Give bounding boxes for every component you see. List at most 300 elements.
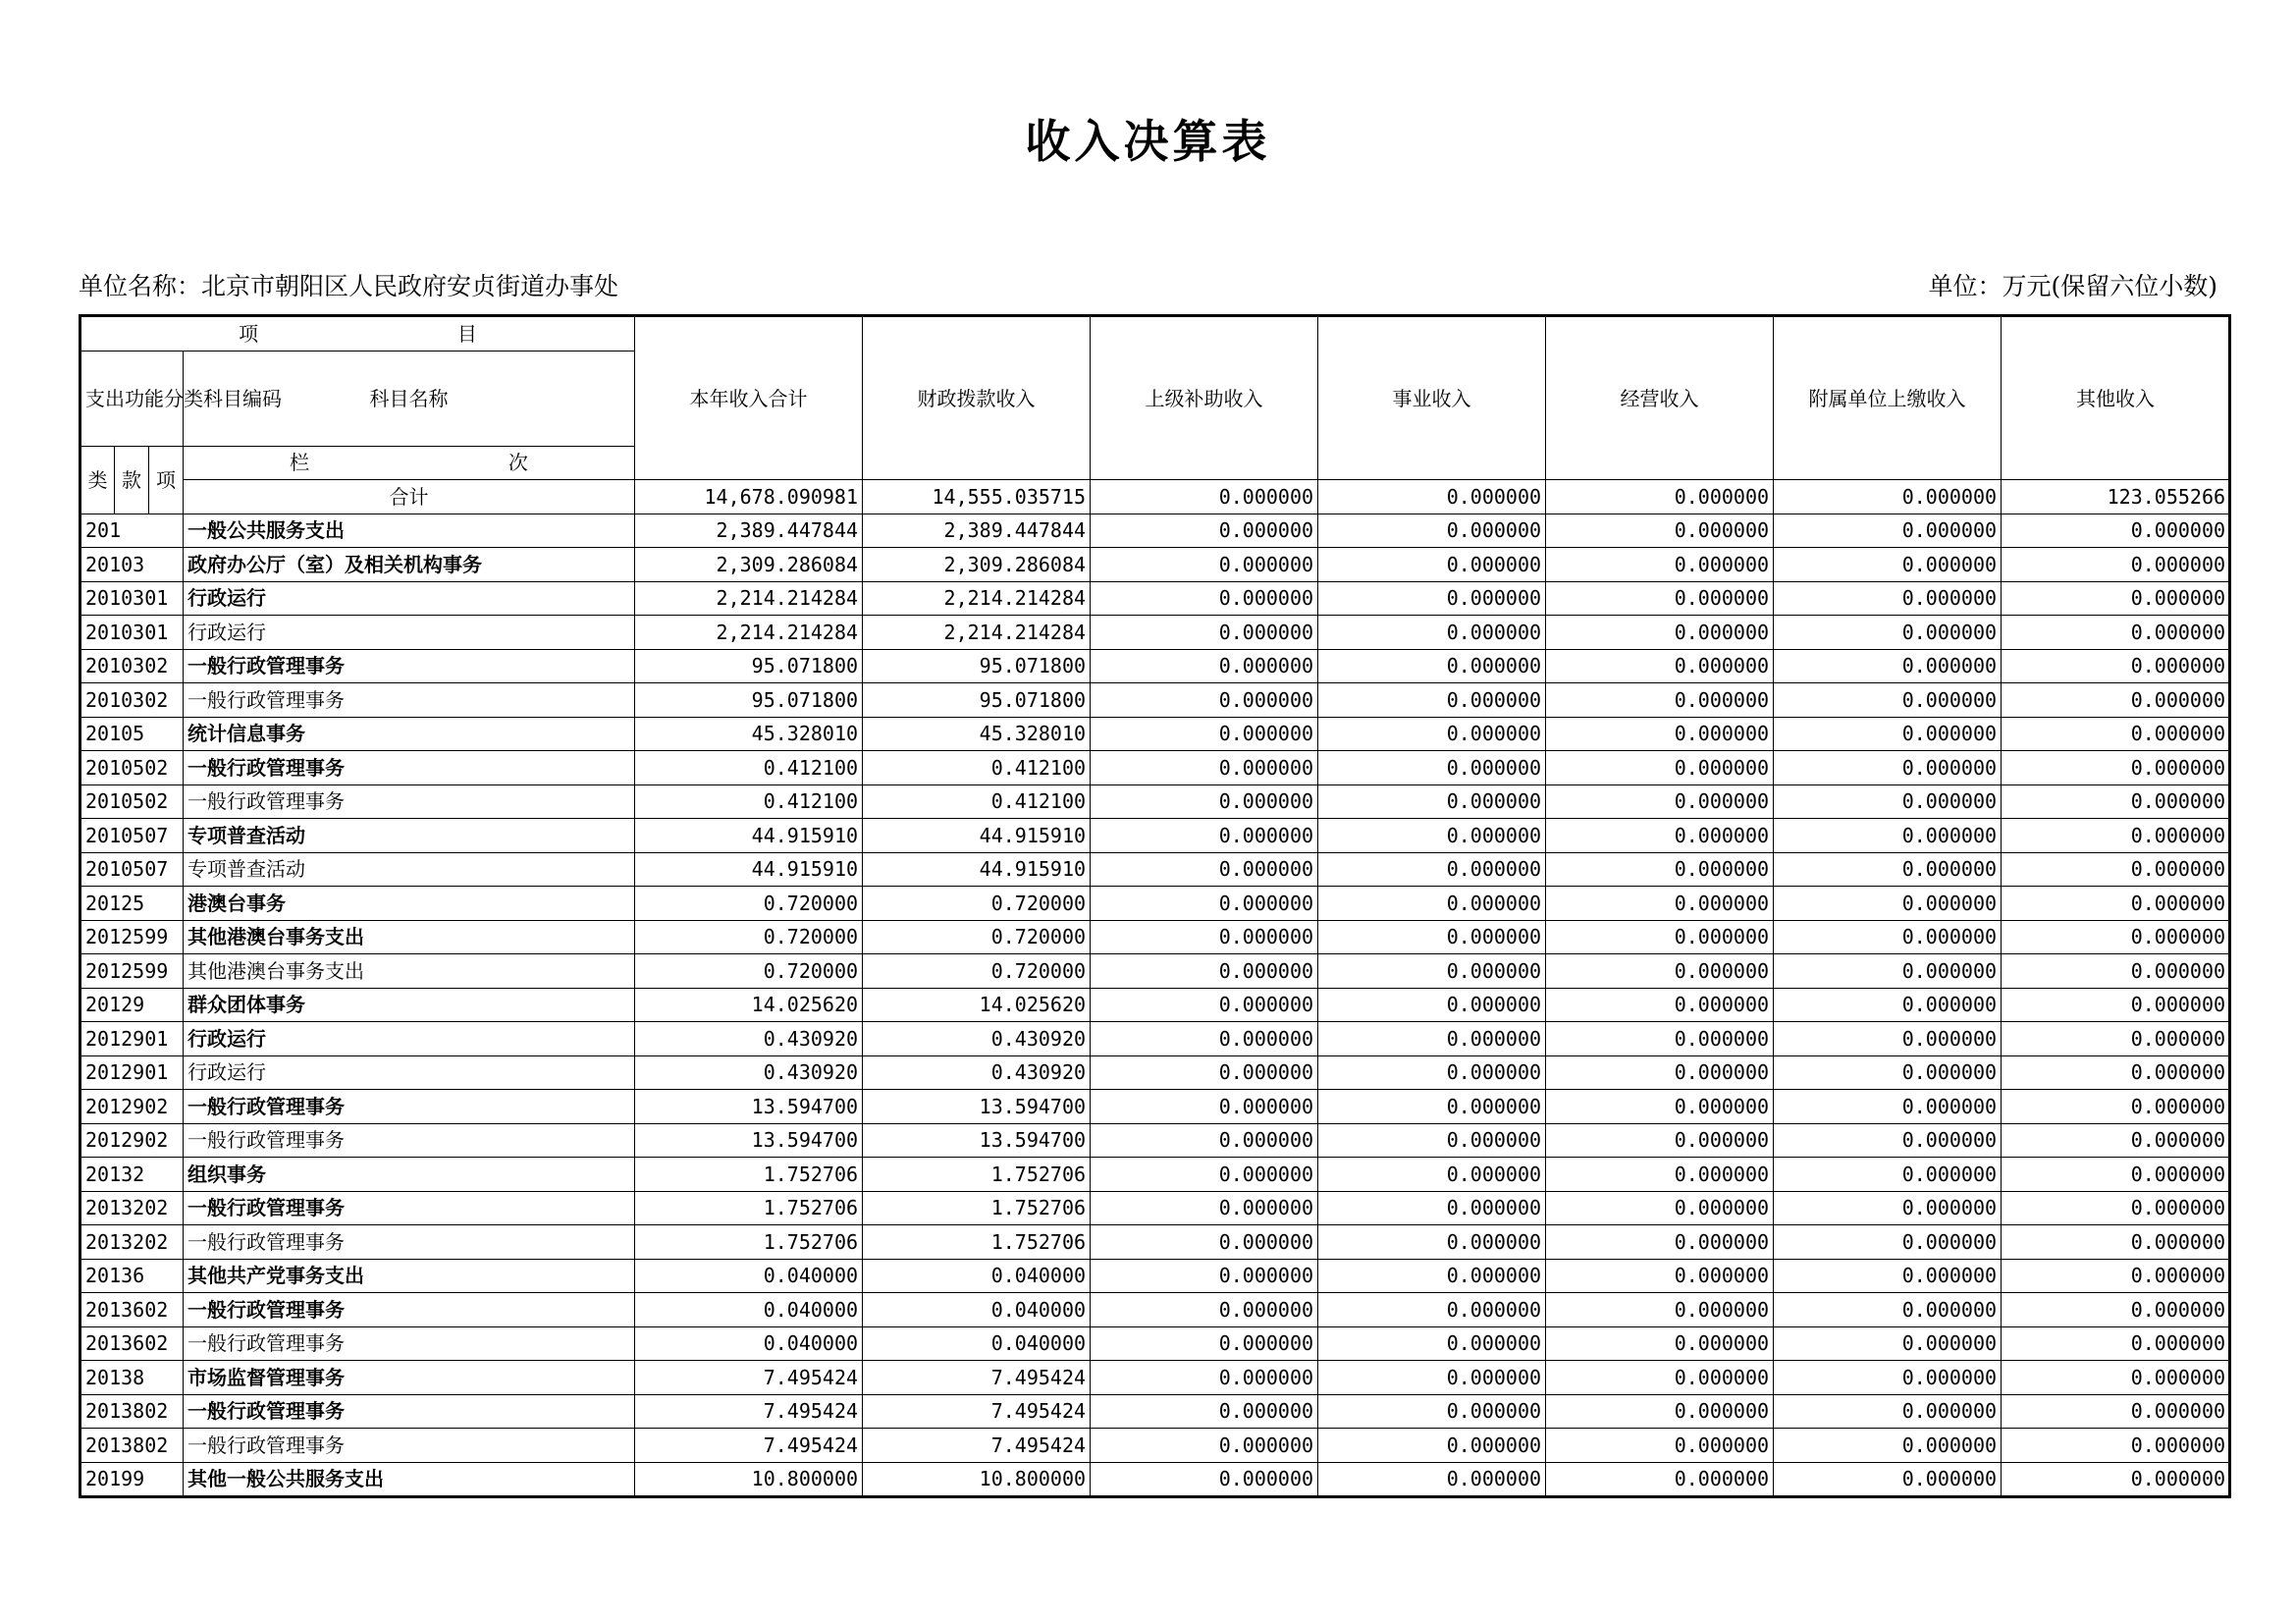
row-value-1: 0.412100 <box>635 751 863 785</box>
row-value-7: 0.000000 <box>2002 784 2230 819</box>
row-value-5: 0.000000 <box>1546 784 1774 819</box>
row-value-1: 0.430920 <box>635 1055 863 1090</box>
row-code: 2013202 <box>80 1191 184 1225</box>
row-value-4: 0.000000 <box>1318 1158 1546 1192</box>
row-code: 2012599 <box>80 920 184 954</box>
row-value-6: 0.000000 <box>1774 548 2002 582</box>
row-value-2: 0.040000 <box>863 1259 1091 1293</box>
row-subject-name: 政府办公厅（室）及相关机构事务 <box>184 548 635 582</box>
row-value-2: 0.720000 <box>863 920 1091 954</box>
row-value-5: 0.000000 <box>1546 1259 1774 1293</box>
table-row <box>80 1394 2230 1429</box>
row-value-4: 0.000000 <box>1318 1259 1546 1293</box>
page-title: 收入决算表 <box>1025 115 1271 168</box>
row-code: 2013602 <box>80 1326 184 1361</box>
row-subject-name: 市场监督管理事务 <box>184 1361 635 1395</box>
row-value-2: 0.430920 <box>863 1055 1091 1090</box>
row-value-2: 95.071800 <box>863 683 1091 718</box>
row-value-1: 0.430920 <box>635 1022 863 1056</box>
row-value-1: 95.071800 <box>635 683 863 718</box>
row-value-2: 7.495424 <box>863 1361 1091 1395</box>
row-value-1: 13.594700 <box>635 1090 863 1124</box>
row-value-4: 0.000000 <box>1318 581 1546 616</box>
total-value-5: 0.000000 <box>1546 480 1774 514</box>
col-header-1: 本年收入合计 <box>635 316 863 480</box>
table-row <box>80 1293 2230 1327</box>
row-value-1: 14.025620 <box>635 988 863 1022</box>
row-value-1: 2,214.214284 <box>635 581 863 616</box>
row-value-7: 0.000000 <box>2002 852 2230 887</box>
row-value-2: 1.752706 <box>863 1225 1091 1260</box>
row-value-1: 0.040000 <box>635 1326 863 1361</box>
row-value-7: 0.000000 <box>2002 988 2230 1022</box>
row-value-7: 0.000000 <box>2002 548 2230 582</box>
row-value-4: 0.000000 <box>1318 852 1546 887</box>
row-value-3: 0.000000 <box>1091 1361 1318 1395</box>
row-value-6: 0.000000 <box>1774 954 2002 989</box>
row-value-7: 0.000000 <box>2002 1326 2230 1361</box>
table-row <box>80 988 2230 1022</box>
row-value-4: 0.000000 <box>1318 751 1546 785</box>
row-subject-name: 其他港澳台事务支出 <box>184 920 635 954</box>
row-value-3: 0.000000 <box>1091 649 1318 683</box>
row-value-3: 0.000000 <box>1091 514 1318 548</box>
row-value-7: 0.000000 <box>2002 1462 2230 1497</box>
row-value-1: 10.800000 <box>635 1462 863 1497</box>
table-row <box>80 1090 2230 1124</box>
row-subject-name: 其他港澳台事务支出 <box>184 954 635 989</box>
row-value-6: 0.000000 <box>1774 751 2002 785</box>
row-value-1: 45.328010 <box>635 717 863 751</box>
row-value-3: 0.000000 <box>1091 683 1318 718</box>
row-value-6: 0.000000 <box>1774 852 2002 887</box>
lei-header: 类 <box>80 446 115 514</box>
row-code: 20125 <box>80 887 184 921</box>
table-row <box>80 819 2230 853</box>
row-value-5: 0.000000 <box>1546 649 1774 683</box>
row-value-6: 0.000000 <box>1774 1326 2002 1361</box>
row-code: 2010507 <box>80 852 184 887</box>
row-value-3: 0.000000 <box>1091 1462 1318 1497</box>
row-value-5: 0.000000 <box>1546 1090 1774 1124</box>
table-row <box>80 581 2230 616</box>
item-header <box>80 316 635 352</box>
row-value-7: 0.000000 <box>2002 1090 2230 1124</box>
table-row <box>80 1225 2230 1260</box>
row-value-7: 0.000000 <box>2002 649 2230 683</box>
table-row <box>80 1462 2230 1497</box>
table-row <box>80 887 2230 921</box>
row-value-6: 0.000000 <box>1774 1055 2002 1090</box>
row-value-6: 0.000000 <box>1774 1022 2002 1056</box>
row-subject-name: 一般公共服务支出 <box>184 514 635 548</box>
table-row <box>80 1191 2230 1225</box>
row-value-4: 0.000000 <box>1318 988 1546 1022</box>
lan-label: 栏 <box>290 451 310 475</box>
row-code: 20199 <box>80 1462 184 1497</box>
row-value-6: 0.000000 <box>1774 616 2002 650</box>
kuan-header: 款 <box>115 446 149 514</box>
row-value-7: 0.000000 <box>2002 1225 2230 1260</box>
item-header-b: 目 <box>456 321 477 346</box>
total-value-3: 0.000000 <box>1091 480 1318 514</box>
row-value-2: 0.412100 <box>863 784 1091 819</box>
row-value-2: 7.495424 <box>863 1394 1091 1429</box>
table-row <box>80 1123 2230 1158</box>
row-subject-name: 专项普查活动 <box>184 819 635 853</box>
row-value-7: 0.000000 <box>2002 1293 2230 1327</box>
row-code: 2012599 <box>80 954 184 989</box>
row-subject-name: 一般行政管理事务 <box>184 1326 635 1361</box>
row-value-5: 0.000000 <box>1546 954 1774 989</box>
row-value-5: 0.000000 <box>1546 1293 1774 1327</box>
row-code: 20132 <box>80 1158 184 1192</box>
row-subject-name: 一般行政管理事务 <box>184 683 635 718</box>
row-code: 2012902 <box>80 1090 184 1124</box>
row-value-3: 0.000000 <box>1091 1191 1318 1225</box>
row-value-2: 13.594700 <box>863 1090 1091 1124</box>
row-value-7: 0.000000 <box>2002 616 2230 650</box>
row-value-7: 0.000000 <box>2002 887 2230 921</box>
row-value-2: 1.752706 <box>863 1191 1091 1225</box>
row-value-7: 0.000000 <box>2002 717 2230 751</box>
row-code: 2013602 <box>80 1293 184 1327</box>
row-value-7: 0.000000 <box>2002 1158 2230 1192</box>
row-value-6: 0.000000 <box>1774 717 2002 751</box>
row-value-4: 0.000000 <box>1318 954 1546 989</box>
row-value-5: 0.000000 <box>1546 1429 1774 1463</box>
table-row <box>80 717 2230 751</box>
row-value-4: 0.000000 <box>1318 1462 1546 1497</box>
row-subject-name: 港澳台事务 <box>184 887 635 921</box>
row-value-3: 0.000000 <box>1091 819 1318 853</box>
row-value-7: 0.000000 <box>2002 1123 2230 1158</box>
income-table <box>79 314 2231 1498</box>
row-value-2: 13.594700 <box>863 1123 1091 1158</box>
row-code: 2010502 <box>80 751 184 785</box>
row-value-2: 2,309.286084 <box>863 548 1091 582</box>
row-value-6: 0.000000 <box>1774 920 2002 954</box>
row-value-6: 0.000000 <box>1774 1191 2002 1225</box>
row-value-4: 0.000000 <box>1318 616 1546 650</box>
total-value-6: 0.000000 <box>1774 480 2002 514</box>
unit-name: 单位名称：北京市朝阳区人民政府安贞街道办事处 <box>79 272 619 300</box>
row-value-7: 0.000000 <box>2002 1361 2230 1395</box>
row-value-2: 45.328010 <box>863 717 1091 751</box>
row-value-4: 0.000000 <box>1318 920 1546 954</box>
row-subject-name: 行政运行 <box>184 1022 635 1056</box>
row-value-5: 0.000000 <box>1546 887 1774 921</box>
row-value-3: 0.000000 <box>1091 616 1318 650</box>
row-value-6: 0.000000 <box>1774 649 2002 683</box>
row-value-2: 2,214.214284 <box>863 616 1091 650</box>
row-value-3: 0.000000 <box>1091 1225 1318 1260</box>
row-value-3: 0.000000 <box>1091 988 1318 1022</box>
row-code: 2013802 <box>80 1429 184 1463</box>
total-value-7: 123.055266 <box>2002 480 2230 514</box>
row-value-7: 0.000000 <box>2002 514 2230 548</box>
row-value-6: 0.000000 <box>1774 1394 2002 1429</box>
table-row <box>80 954 2230 989</box>
row-value-4: 0.000000 <box>1318 1429 1546 1463</box>
unit-label: 单位：万元(保留六位小数) <box>1928 272 2217 300</box>
row-value-3: 0.000000 <box>1091 852 1318 887</box>
row-value-1: 2,389.447844 <box>635 514 863 548</box>
row-value-1: 7.495424 <box>635 1394 863 1429</box>
subject-name-header: 科目名称 <box>184 351 635 446</box>
table-row <box>80 1259 2230 1293</box>
row-value-1: 2,309.286084 <box>635 548 863 582</box>
row-value-3: 0.000000 <box>1091 1293 1318 1327</box>
row-value-2: 0.412100 <box>863 751 1091 785</box>
row-value-5: 0.000000 <box>1546 514 1774 548</box>
row-value-3: 0.000000 <box>1091 1090 1318 1124</box>
row-value-2: 0.720000 <box>863 887 1091 921</box>
row-value-1: 1.752706 <box>635 1158 863 1192</box>
row-code: 20105 <box>80 717 184 751</box>
row-value-6: 0.000000 <box>1774 784 2002 819</box>
row-value-1: 0.720000 <box>635 887 863 921</box>
row-value-4: 0.000000 <box>1318 1123 1546 1158</box>
row-value-5: 0.000000 <box>1546 1022 1774 1056</box>
row-value-2: 1.752706 <box>863 1158 1091 1192</box>
row-value-7: 0.000000 <box>2002 920 2230 954</box>
row-value-3: 0.000000 <box>1091 1394 1318 1429</box>
row-value-7: 0.000000 <box>2002 1022 2230 1056</box>
row-value-2: 0.720000 <box>863 954 1091 989</box>
row-value-3: 0.000000 <box>1091 920 1318 954</box>
table-body <box>80 316 2230 1497</box>
total-label: 合计 <box>184 480 635 514</box>
row-subject-name: 一般行政管理事务 <box>184 1191 635 1225</box>
row-value-4: 0.000000 <box>1318 1055 1546 1090</box>
row-value-5: 0.000000 <box>1546 1225 1774 1260</box>
row-subject-name: 一般行政管理事务 <box>184 784 635 819</box>
row-value-7: 0.000000 <box>2002 1429 2230 1463</box>
row-code: 2010502 <box>80 784 184 819</box>
row-value-3: 0.000000 <box>1091 751 1318 785</box>
row-value-5: 0.000000 <box>1546 751 1774 785</box>
table-row <box>80 1158 2230 1192</box>
row-value-5: 0.000000 <box>1546 581 1774 616</box>
row-value-4: 0.000000 <box>1318 1293 1546 1327</box>
row-value-4: 0.000000 <box>1318 1326 1546 1361</box>
row-value-5: 0.000000 <box>1546 1158 1774 1192</box>
row-code: 20103 <box>80 548 184 582</box>
row-value-4: 0.000000 <box>1318 717 1546 751</box>
ci-label: 次 <box>507 451 528 475</box>
total-value-4: 0.000000 <box>1318 480 1546 514</box>
row-value-4: 0.000000 <box>1318 1090 1546 1124</box>
row-value-5: 0.000000 <box>1546 1123 1774 1158</box>
row-subject-name: 组织事务 <box>184 1158 635 1192</box>
row-value-4: 0.000000 <box>1318 514 1546 548</box>
total-row <box>80 480 2230 514</box>
row-value-7: 0.000000 <box>2002 1259 2230 1293</box>
table-row <box>80 616 2230 650</box>
row-value-7: 0.000000 <box>2002 1394 2230 1429</box>
row-value-2: 44.915910 <box>863 819 1091 853</box>
row-value-7: 0.000000 <box>2002 819 2230 853</box>
table-row <box>80 514 2230 548</box>
row-value-1: 2,214.214284 <box>635 616 863 650</box>
row-value-2: 0.040000 <box>863 1326 1091 1361</box>
row-value-5: 0.000000 <box>1546 1191 1774 1225</box>
row-value-5: 0.000000 <box>1546 1326 1774 1361</box>
row-value-4: 0.000000 <box>1318 1225 1546 1260</box>
row-code: 2013202 <box>80 1225 184 1260</box>
row-value-6: 0.000000 <box>1774 514 2002 548</box>
row-subject-name: 一般行政管理事务 <box>184 1225 635 1260</box>
table-row <box>80 649 2230 683</box>
header-row-item <box>80 316 2230 352</box>
row-code: 2012901 <box>80 1055 184 1090</box>
col-header-7: 其他收入 <box>2002 316 2230 480</box>
total-value-1: 14,678.090981 <box>635 480 863 514</box>
row-value-3: 0.000000 <box>1091 887 1318 921</box>
row-value-2: 0.430920 <box>863 1022 1091 1056</box>
row-value-3: 0.000000 <box>1091 581 1318 616</box>
row-value-4: 0.000000 <box>1318 683 1546 718</box>
row-value-3: 0.000000 <box>1091 1022 1318 1056</box>
row-value-1: 13.594700 <box>635 1123 863 1158</box>
row-value-7: 0.000000 <box>2002 683 2230 718</box>
row-subject-name: 专项普查活动 <box>184 852 635 887</box>
item-header-a: 项 <box>239 321 259 346</box>
row-value-5: 0.000000 <box>1546 1055 1774 1090</box>
row-value-1: 95.071800 <box>635 649 863 683</box>
row-value-4: 0.000000 <box>1318 1022 1546 1056</box>
row-subject-name: 行政运行 <box>184 581 635 616</box>
row-value-2: 95.071800 <box>863 649 1091 683</box>
col-header-3: 上级补助收入 <box>1091 316 1318 480</box>
row-value-6: 0.000000 <box>1774 1259 2002 1293</box>
row-value-1: 44.915910 <box>635 852 863 887</box>
row-value-5: 0.000000 <box>1546 1462 1774 1497</box>
row-value-7: 0.000000 <box>2002 581 2230 616</box>
lanci-header <box>184 446 635 480</box>
row-value-2: 10.800000 <box>863 1462 1091 1497</box>
row-code: 20136 <box>80 1259 184 1293</box>
row-value-5: 0.000000 <box>1546 683 1774 718</box>
row-value-3: 0.000000 <box>1091 784 1318 819</box>
row-value-4: 0.000000 <box>1318 887 1546 921</box>
row-value-6: 0.000000 <box>1774 1429 2002 1463</box>
row-value-6: 0.000000 <box>1774 1225 2002 1260</box>
row-value-5: 0.000000 <box>1546 1394 1774 1429</box>
row-value-2: 44.915910 <box>863 852 1091 887</box>
row-value-1: 0.040000 <box>635 1259 863 1293</box>
row-value-2: 0.040000 <box>863 1293 1091 1327</box>
row-value-5: 0.000000 <box>1546 616 1774 650</box>
row-value-6: 0.000000 <box>1774 1090 2002 1124</box>
row-value-4: 0.000000 <box>1318 819 1546 853</box>
table-row <box>80 784 2230 819</box>
row-subject-name: 行政运行 <box>184 616 635 650</box>
col-header-6: 附属单位上缴收入 <box>1774 316 2002 480</box>
row-subject-name: 统计信息事务 <box>184 717 635 751</box>
row-code: 2010507 <box>80 819 184 853</box>
row-subject-name: 一般行政管理事务 <box>184 1394 635 1429</box>
row-code: 201 <box>80 514 184 548</box>
row-value-7: 0.000000 <box>2002 1191 2230 1225</box>
row-subject-name: 一般行政管理事务 <box>184 1293 635 1327</box>
row-value-1: 1.752706 <box>635 1191 863 1225</box>
row-value-3: 0.000000 <box>1091 1326 1318 1361</box>
table-row <box>80 548 2230 582</box>
table-row <box>80 1429 2230 1463</box>
row-value-1: 0.412100 <box>635 784 863 819</box>
row-subject-name: 一般行政管理事务 <box>184 1123 635 1158</box>
table-row <box>80 1022 2230 1056</box>
row-value-5: 0.000000 <box>1546 548 1774 582</box>
row-value-6: 0.000000 <box>1774 683 2002 718</box>
row-value-1: 0.720000 <box>635 920 863 954</box>
row-value-5: 0.000000 <box>1546 717 1774 751</box>
row-subject-name: 一般行政管理事务 <box>184 1090 635 1124</box>
xiang-header: 项 <box>149 446 184 514</box>
row-value-5: 0.000000 <box>1546 852 1774 887</box>
row-code: 2010302 <box>80 683 184 718</box>
row-value-2: 2,389.447844 <box>863 514 1091 548</box>
row-subject-name: 一般行政管理事务 <box>184 1429 635 1463</box>
table-row <box>80 751 2230 785</box>
row-value-4: 0.000000 <box>1318 649 1546 683</box>
row-value-1: 0.720000 <box>635 954 863 989</box>
col-header-5: 经营收入 <box>1546 316 1774 480</box>
row-subject-name: 群众团体事务 <box>184 988 635 1022</box>
row-value-7: 0.000000 <box>2002 1055 2230 1090</box>
row-value-5: 0.000000 <box>1546 1361 1774 1395</box>
row-value-6: 0.000000 <box>1774 1462 2002 1497</box>
row-value-6: 0.000000 <box>1774 988 2002 1022</box>
table-row <box>80 1326 2230 1361</box>
row-value-5: 0.000000 <box>1546 920 1774 954</box>
table-row <box>80 683 2230 718</box>
row-value-4: 0.000000 <box>1318 1191 1546 1225</box>
row-value-4: 0.000000 <box>1318 1394 1546 1429</box>
row-value-5: 0.000000 <box>1546 819 1774 853</box>
row-value-2: 7.495424 <box>863 1429 1091 1463</box>
row-value-7: 0.000000 <box>2002 751 2230 785</box>
row-value-4: 0.000000 <box>1318 1361 1546 1395</box>
row-value-1: 7.495424 <box>635 1429 863 1463</box>
row-code: 20138 <box>80 1361 184 1395</box>
row-value-3: 0.000000 <box>1091 954 1318 989</box>
row-value-3: 0.000000 <box>1091 1158 1318 1192</box>
row-value-2: 14.025620 <box>863 988 1091 1022</box>
row-value-6: 0.000000 <box>1774 581 2002 616</box>
row-value-5: 0.000000 <box>1546 988 1774 1022</box>
row-value-3: 0.000000 <box>1091 717 1318 751</box>
row-value-6: 0.000000 <box>1774 1158 2002 1192</box>
row-value-1: 44.915910 <box>635 819 863 853</box>
row-code: 2013802 <box>80 1394 184 1429</box>
table-row <box>80 1055 2230 1090</box>
row-code: 2010302 <box>80 649 184 683</box>
row-value-4: 0.000000 <box>1318 784 1546 819</box>
code-label: 支出功能分类科目编码 <box>80 351 184 446</box>
row-subject-name: 一般行政管理事务 <box>184 751 635 785</box>
row-value-3: 0.000000 <box>1091 1055 1318 1090</box>
row-code: 2010301 <box>80 581 184 616</box>
row-value-3: 0.000000 <box>1091 1123 1318 1158</box>
row-value-1: 1.752706 <box>635 1225 863 1260</box>
row-subject-name: 行政运行 <box>184 1055 635 1090</box>
col-header-2: 财政拨款收入 <box>863 316 1091 480</box>
row-code: 20129 <box>80 988 184 1022</box>
row-code: 2012902 <box>80 1123 184 1158</box>
